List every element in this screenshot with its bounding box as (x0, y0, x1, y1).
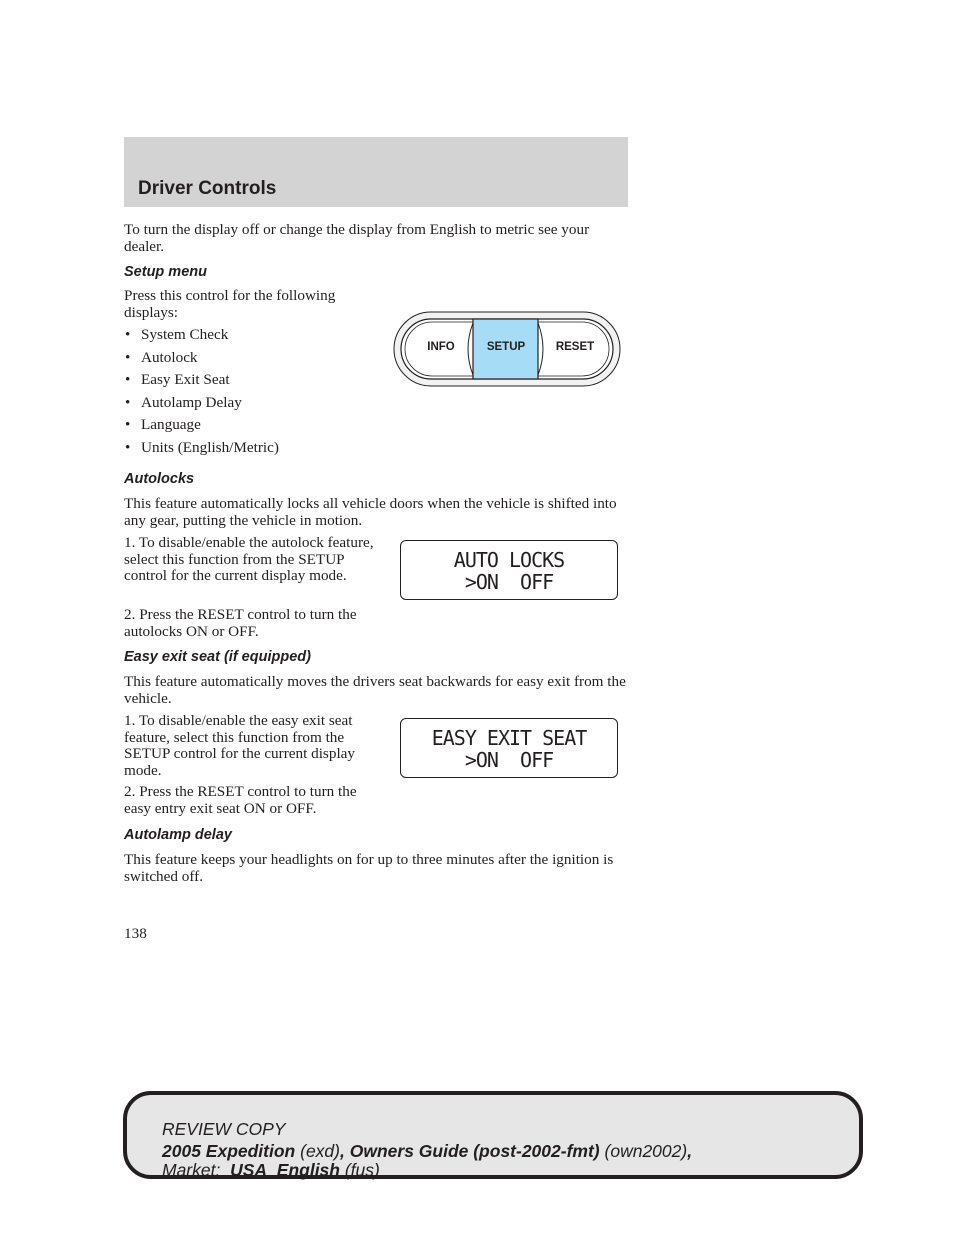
autolocks-display (400, 540, 618, 600)
footer-market-code: (fus) (344, 1160, 380, 1180)
setup-menu-heading: Setup menu (124, 264, 207, 280)
setup-menu-text: Press this control for the following displays: (124, 287, 336, 321)
display-line: EASY EXIT SEAT (431, 726, 587, 750)
footer-guide-code: (own2002) (604, 1141, 688, 1161)
review-copy-label: REVIEW COPY (162, 1119, 286, 1139)
list-item: • Autolock (124, 350, 384, 373)
autolocks-step-1: 1. To disable/enable the autolock feature, select this function from the SETUP control for the current display mode. (124, 534, 374, 584)
autolocks-step-2: 2. Press the RESET control to turn the autolocks ON or OFF. (124, 606, 357, 640)
display-line: >ON OFF (464, 748, 554, 772)
list-item: • Autolamp Delay (124, 395, 384, 418)
intro-paragraph: To turn the display off or change the display from English to metric see your dealer. (124, 221, 590, 255)
footer-guide: Owners Guide (post-2002-fmt) (349, 1141, 600, 1161)
autolocks-heading: Autolocks (124, 471, 195, 487)
reset-button[interactable]: RESET (555, 341, 595, 353)
list-item: • Language (124, 417, 384, 440)
footer-model-code: (exd) (300, 1141, 340, 1161)
list-item: • Easy Exit Seat (124, 372, 384, 395)
display-line: AUTO LOCKS (453, 548, 565, 572)
section-title: Driver Controls (138, 178, 277, 199)
footer-market: USA_English (230, 1160, 340, 1180)
setup-menu-list (124, 327, 384, 463)
easy-exit-heading: Easy exit seat (if equipped) (124, 649, 311, 665)
footer-model: 2005 Expedition (162, 1141, 296, 1161)
easy-exit-step-1: 1. To disable/enable the easy exit seat feature, select this function from the SETUP control for the current display mode. (124, 712, 355, 779)
page-number: 138 (124, 925, 147, 942)
easy-exit-step-2: 2. Press the RESET control to turn the easy entry exit seat ON or OFF. (124, 783, 357, 817)
easy-exit-text: This feature automatically moves the drivers seat backwards for easy exit from the vehicle. (124, 673, 626, 707)
message-center-control-panel (393, 311, 621, 387)
footer-separator: , (687, 1141, 693, 1161)
autolamp-text: This feature keeps your headlights on for up to three minutes after the ignition is switched off. (124, 851, 614, 885)
footer-guide-line (162, 1141, 692, 1161)
footer-market-line (162, 1160, 380, 1180)
display-line: >ON OFF (464, 570, 554, 594)
easy-exit-display (400, 718, 618, 778)
footer-separator: , (340, 1141, 350, 1161)
autolamp-heading: Autolamp delay (124, 827, 232, 843)
setup-button[interactable]: SETUP (486, 341, 526, 353)
footer-market-label: Market: (162, 1160, 221, 1180)
info-button[interactable]: INFO (427, 341, 455, 353)
list-item: • System Check (124, 327, 384, 350)
list-item: • Units (English/Metric) (124, 440, 384, 463)
autolocks-text: This feature automatically locks all vehicle doors when the vehicle is shifted into any gear, putting the vehicle in motion. (124, 495, 617, 529)
